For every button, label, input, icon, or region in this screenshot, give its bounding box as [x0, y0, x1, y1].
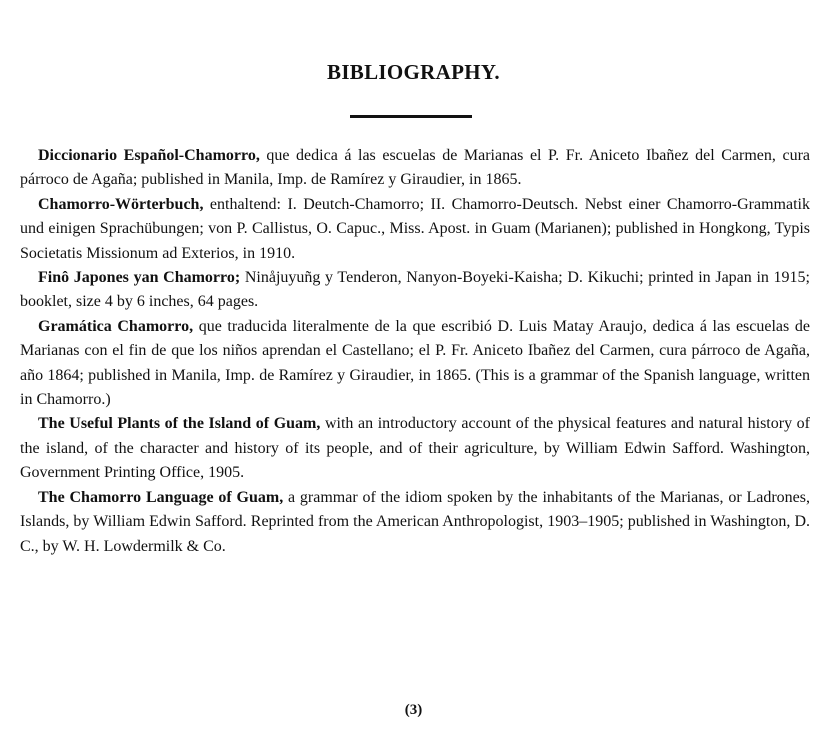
entry-title: Gramática Chamorro, — [38, 317, 194, 335]
entry-title: Chamorro-Wörterbuch, — [38, 195, 204, 213]
entry-text: Ninåjuyuñg y Tenderon, Nanyon-Boyeki-Kaisha; D. Kikuchi; printed in Japan in 1915; booklet, size 4 by 6 inches, 64 pages. — [20, 269, 810, 311]
entry-title: The Chamorro Language of Guam, — [38, 488, 284, 506]
title-rule — [350, 115, 472, 118]
page-number: (3) — [404, 702, 423, 718]
entry-text: enthaltend: I. Deutch-Chamorro; II. Chamorro-Deutsch. Nebst einer Chamorro-Grammatik und einigen Sprachübungen; von P. Callistus, O. Capuc., Miss. Apost. in Guam (Marianen); published in Hongkong, Typis Societatis Missionum ad Exterios, in 1910. — [20, 195, 810, 262]
entry-title: Finô Japones yan Chamorro; — [38, 269, 241, 287]
bibliography-entry — [20, 266, 810, 315]
entry-title: Diccionario Español-Chamorro, — [38, 147, 260, 164]
bibliography-list — [20, 144, 810, 559]
bibliography-entry — [20, 193, 810, 266]
entry-text: que dedica á las escuelas de Marianas el P. Fr. Aniceto Ibañez del Carmen, cura párroco de Agaña; published in Manila, Imp. de Ramírez y Giraudier, in 1865. — [20, 147, 810, 189]
entry-text: que traducida literalmente de la que escribió D. Luis Matay Araujo, dedica á las escuelas de Marianas con el fin de que los niños aprendan el Castellano; el P. Fr. Aniceto Ibañez del Carmen, cura párroco de Agaña, año 1864; published in Manila, Imp. de Ramírez y Giraudier, in 1865. (This is a grammar of the Spanish language, written in Chamorro.) — [20, 317, 810, 409]
bibliography-entry — [20, 486, 810, 559]
bibliography-entry — [20, 412, 810, 485]
entry-text: a grammar of the idiom spoken by the inhabitants of the Marianas, or Ladrones, Islands, by William Edwin Safford. Reprinted from the American Anthropologist, 1903–1905; published in Washington, D. C., by W. H. Lowdermilk & Co. — [20, 488, 811, 555]
entry-title: The Useful Plants of the Island of Guam, — [38, 415, 321, 433]
bibliography-entry — [20, 144, 810, 193]
page-title: BIBLIOGRAPHY. — [327, 60, 500, 84]
bibliography-entry — [20, 315, 810, 413]
entry-text: with an introductory account of the physical features and natural history of the island, of the character and history of its people, and of their agriculture, by William Edwin Safford. Washington, Government Printing Office, 1905. — [20, 415, 811, 482]
